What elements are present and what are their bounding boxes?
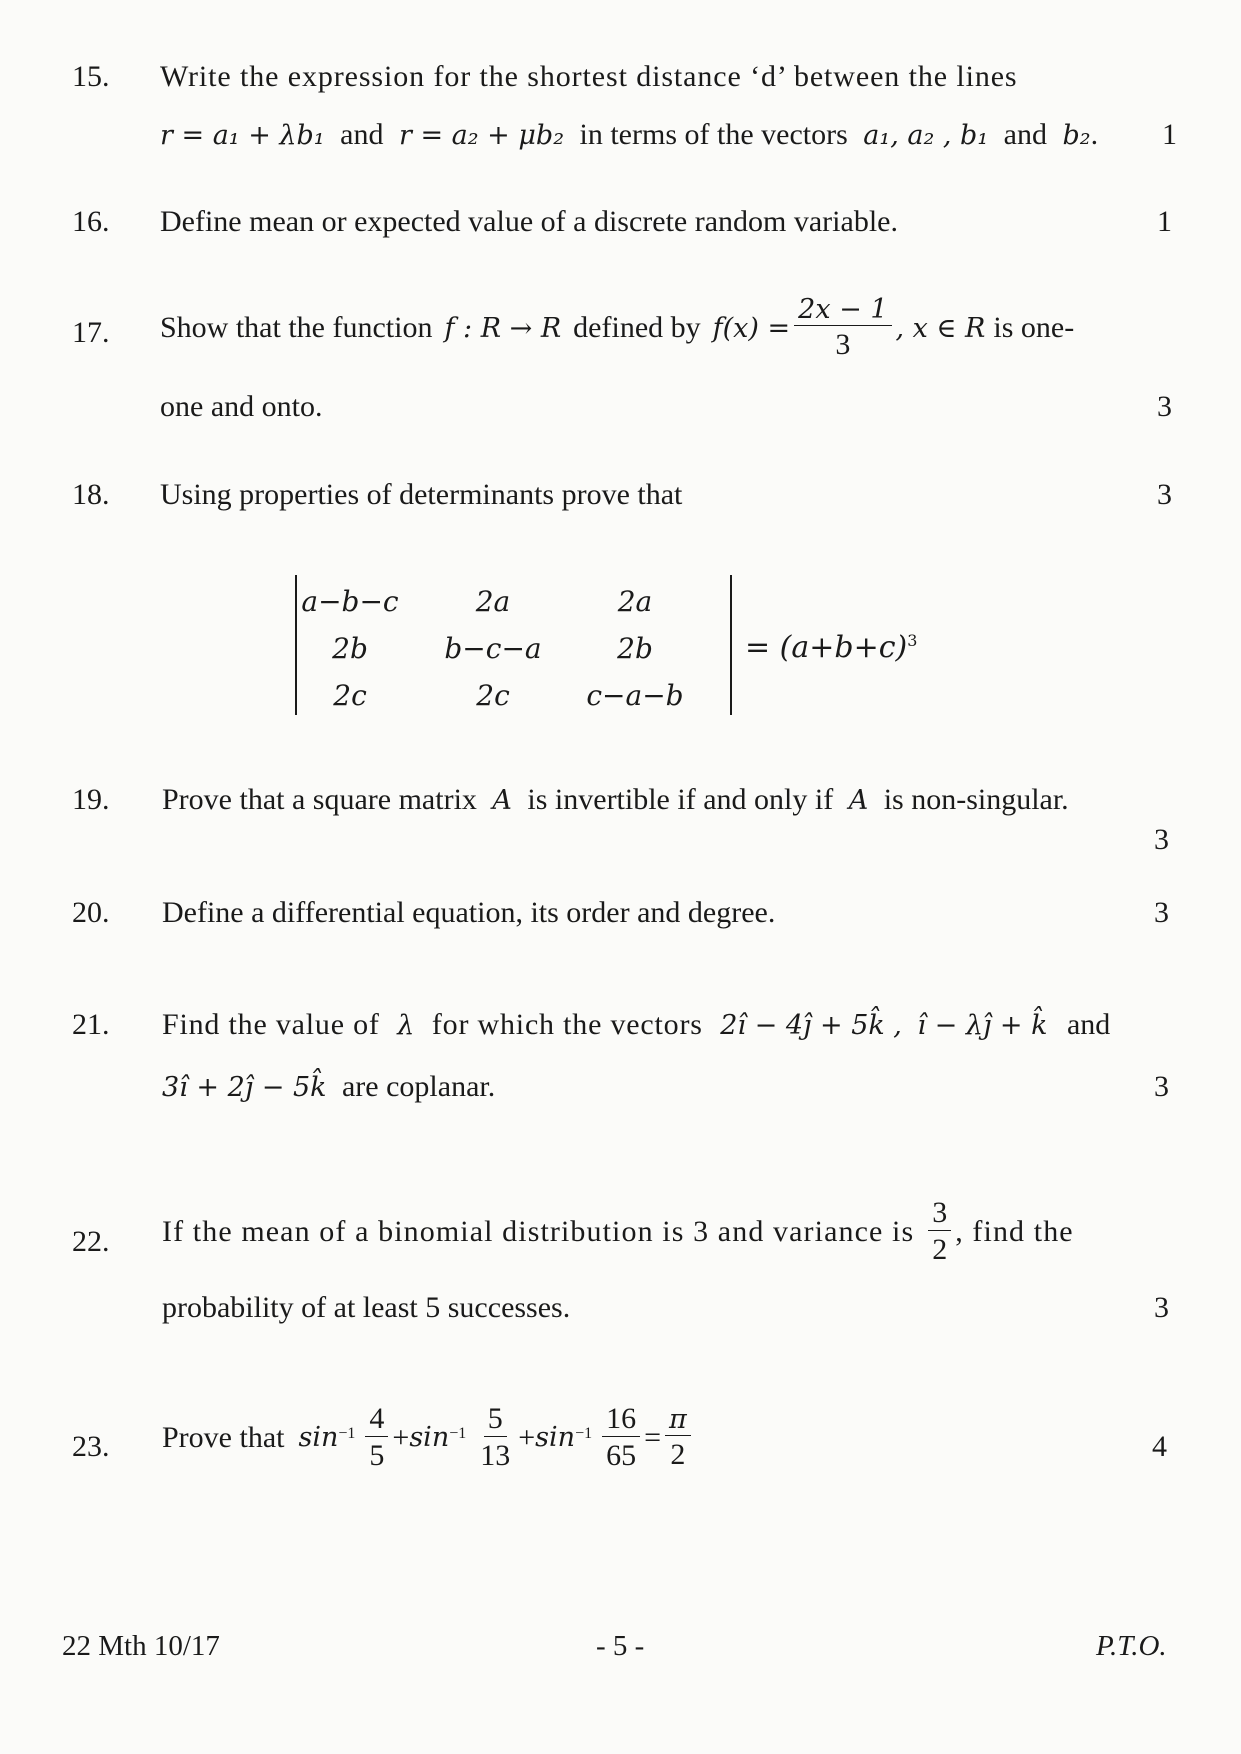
- question-number: 22.: [72, 1225, 110, 1258]
- fraction: $\frac{\pi}{2}$: [665, 1406, 691, 1470]
- question-16: [72, 207, 1182, 247]
- question-20: [72, 898, 1182, 938]
- question-18: [72, 480, 1182, 520]
- fraction: $\frac{3}{2}$: [928, 1198, 951, 1265]
- question-17: [72, 294, 1182, 423]
- marks: 3: [1157, 478, 1172, 511]
- line-equation-2: r = a₂ + μb₂: [398, 120, 565, 151]
- function-def: f(x) =: [712, 312, 791, 344]
- question-23: [72, 1402, 1182, 1512]
- det-bar-right: [730, 575, 732, 715]
- det-cell: 2b: [332, 632, 368, 665]
- question-text: Write the expression for the shortest distance ‘d’ between the lines: [160, 60, 1018, 93]
- question-number: 19.: [72, 783, 110, 816]
- question-text: Define mean or expected value of a discrete random variable.: [160, 205, 898, 238]
- question-number: 23.: [72, 1430, 110, 1463]
- question-number: 21.: [72, 1008, 110, 1041]
- question-number: 18.: [72, 478, 110, 511]
- marks: 3: [1157, 390, 1172, 423]
- domain: , x ∈ R: [895, 312, 986, 344]
- page-number: - 5 -: [596, 1630, 645, 1662]
- question-text: Find the value of λ for which the vectors 2î − 4ĵ + 5k̂ , î − λĵ + k̂ and: [162, 1008, 1111, 1041]
- vector-3: 3î + 2ĵ − 5k̂: [162, 1072, 327, 1103]
- question-text: Show that the function f : R → R defined by f(x) = $\frac{2x - 1}{3}$ , x ∈ R is one-: [160, 294, 1075, 361]
- pto-label: P.T.O.: [1096, 1630, 1167, 1662]
- question-text: Using properties of determinants prove that: [160, 478, 683, 511]
- question-19: [72, 785, 1182, 865]
- question-number: 17.: [72, 316, 110, 349]
- det-rhs: = $(a+b+c)^3$: [745, 630, 918, 665]
- vector-1: 2î − 4ĵ + 5k̂ ,: [720, 1010, 902, 1041]
- det-cell: 2c: [476, 679, 510, 712]
- det-cell: 2a: [617, 585, 653, 618]
- question-21: [72, 1010, 1182, 1110]
- fraction: $\frac{16}{65}$: [602, 1404, 640, 1471]
- connector: and: [340, 118, 384, 151]
- question-text: Define a differential equation, its order and degree.: [162, 896, 776, 929]
- question-22: [72, 1196, 1182, 1335]
- det-cell: c−a−b: [586, 679, 684, 712]
- question-number: 20.: [72, 896, 110, 929]
- question-number: 16.: [72, 205, 110, 238]
- vector-list: a₁, a₂ , b₁: [863, 120, 989, 151]
- determinant: [290, 575, 990, 715]
- marks: 4: [1152, 1430, 1167, 1463]
- marks: 3: [1154, 1070, 1169, 1103]
- fraction: $\frac{4}{5}$: [365, 1404, 388, 1471]
- paper-code: 22 Mth 10/17: [62, 1630, 220, 1662]
- question-text-line-2: probability of at least 5 successes.: [162, 1291, 571, 1324]
- question-text: If the mean of a binomial distribution is 3 and variance is $\frac{3}{2}$ , find the: [162, 1196, 1074, 1266]
- marks: 3: [1154, 1291, 1169, 1324]
- det-cell: 2b: [617, 632, 653, 665]
- question-text-line-2: r = a₁ + λb₁ and r = a₂ + μb₂ in terms of the vectors a₁, a₂ , b₁ and b₂.: [160, 118, 1099, 151]
- marks: 1: [1157, 205, 1172, 238]
- connector: and: [1003, 118, 1047, 151]
- question-text-line-2: one and onto.: [160, 390, 323, 423]
- line-equation-1: r = a₁ + λb₁: [160, 120, 325, 151]
- question-text: Prove that a square matrix A is invertible if and only if A is non-singular.: [162, 783, 1069, 816]
- marks: 3: [1154, 896, 1169, 929]
- fraction: $\frac{5}{13}$: [480, 1402, 511, 1472]
- det-cell: 2a: [475, 585, 511, 618]
- question-number: 15.: [72, 60, 110, 93]
- det-cell: a−b−c: [301, 585, 399, 618]
- function-map: f : R → R: [444, 312, 562, 344]
- question-15: [72, 62, 1182, 162]
- fraction: $\frac{2x - 1}{3}$: [794, 296, 891, 360]
- question-text: Prove that sin −1 $\frac{4}{5}$ + sin −1 $\frac{5}{13}$ + sin −1 $\frac{16}{65}$ = $\frac{\pi}{2}$: [162, 1404, 695, 1471]
- vector-2: î − λĵ + k̂: [917, 1010, 1048, 1041]
- marks: 1: [1162, 118, 1177, 151]
- question-text: in terms of the vectors: [579, 118, 848, 151]
- det-cell: b−c−a: [444, 632, 542, 665]
- vector-b2: b₂: [1062, 120, 1091, 151]
- question-text-line-2: 3î + 2ĵ − 5k̂ are coplanar.: [162, 1070, 496, 1103]
- det-cell: 2c: [333, 679, 367, 712]
- marks: 3: [1154, 823, 1169, 856]
